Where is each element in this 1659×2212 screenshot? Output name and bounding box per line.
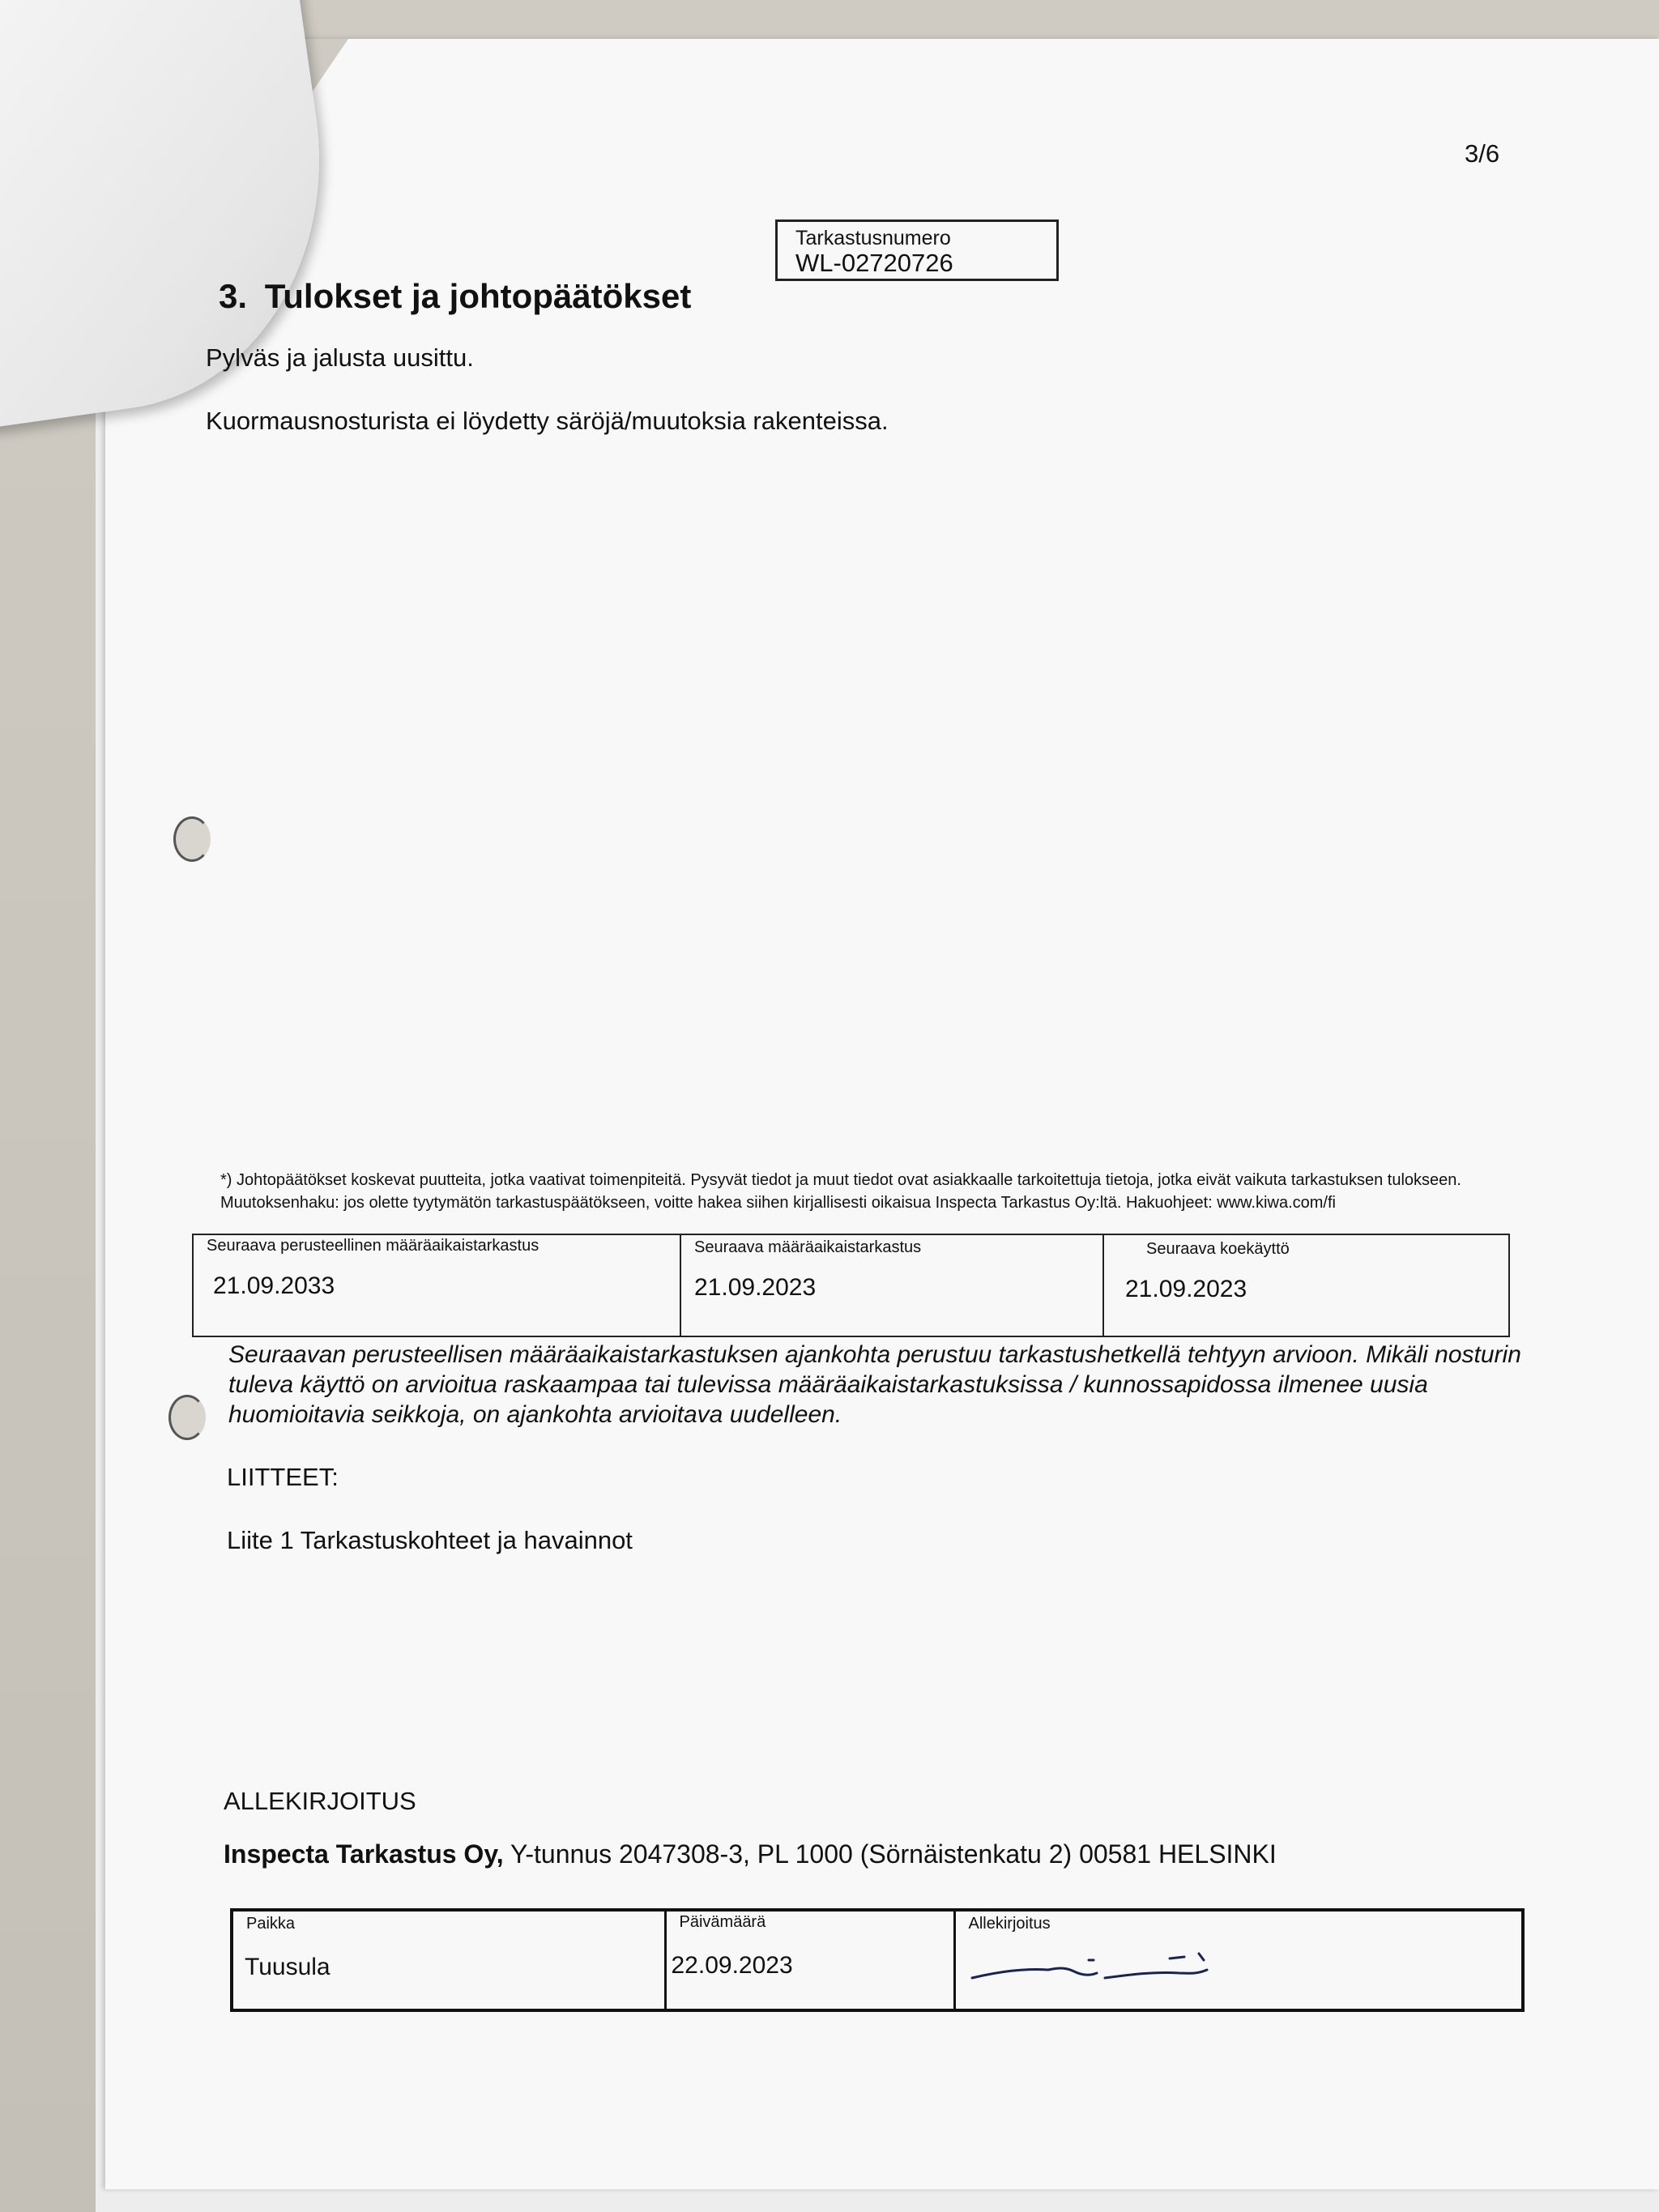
place-cell (232, 1910, 665, 2010)
next-test-run-date: 21.09.2023 (1125, 1276, 1247, 1302)
footnote-line-1: *) Johtopäätökset koskevat puutteita, jotka vaativat toimenpiteitä. Pysyvät tiedot ja muut tiedot ovat asiakkaalle tarkoitettuja tietoja, jotka eivät vaikuta tarkastuksen tulokseen. (220, 1171, 1461, 1189)
next-test-run-cell (1103, 1234, 1509, 1336)
next-thorough-inspection-label: Seuraava perusteellinen määräaikaistarkastus (207, 1237, 539, 1255)
next-test-run-label: Seuraava koekäyttö (1146, 1240, 1290, 1258)
page-number: 3/6 (1465, 139, 1500, 168)
assessment-note-line-1: Seuraavan perusteellisen määräaikaistarkastuksen ajankohta perustuu tarkastushetkellä tehtyyn arvioon. Mikäli nosturin (228, 1341, 1521, 1368)
inspection-number-label: Tarkastusnumero (795, 227, 951, 249)
attachment-item: Liite 1 Tarkastuskohteet ja havainnot (227, 1526, 633, 1554)
date-label: Päivämäärä (679, 1913, 766, 1931)
signature-heading: ALLEKIRJOITUS (224, 1787, 416, 1815)
assessment-note-line-2: tuleva käyttö on arvioitua raskaampaa tai tulevissa määräaikaistarkastuksissa / kunnossapidossa ilmenee uusia (228, 1371, 1428, 1398)
signature-table (230, 1908, 1525, 2012)
handwritten-signature (967, 1936, 1226, 1993)
company-name: Inspecta Tarkastus Oy, (224, 1839, 504, 1869)
next-thorough-inspection-cell (193, 1234, 680, 1336)
section-number: 3. (219, 277, 248, 315)
attachments-heading: LIITTEET: (227, 1463, 339, 1491)
place-value: Tuusula (245, 1954, 331, 1980)
section-title: Tulokset ja johtopäätökset (264, 277, 692, 315)
next-thorough-inspection-date: 21.09.2033 (213, 1272, 335, 1299)
section-heading (219, 277, 691, 316)
next-periodic-inspection-label: Seuraava määräaikaistarkastus (694, 1238, 922, 1256)
result-paragraph-1: Pylväs ja jalusta uusittu. (206, 343, 474, 372)
result-paragraph-2: Kuormausnosturista ei löydetty säröjä/muutoksia rakenteissa. (206, 407, 889, 435)
signature-label: Allekirjoitus (968, 1915, 1051, 1933)
company-line (224, 1839, 1277, 1869)
company-details: Y-tunnus 2047308-3, PL 1000 (Sörnäistenkatu 2) 00581 HELSINKI (503, 1839, 1277, 1869)
inspection-number-value: WL-02720726 (795, 249, 953, 277)
punch-hole-top (173, 816, 211, 862)
assessment-note-line-3: huomioitavia seikkoja, on ajankohta arvioitava uudelleen. (228, 1401, 842, 1428)
punch-hole-bottom (168, 1395, 206, 1440)
signature-cell (954, 1910, 1523, 2010)
footnote-line-2: Muutoksenhaku: jos olette tyytymätön tarkastuspäätökseen, voitte hakea siihen kirjallisesti oikaisua Inspecta Tarkastus Oy:ltä. Hakuohjeet: www.kiwa.com/fi (220, 1194, 1336, 1212)
inspection-number-box (775, 219, 1059, 281)
next-periodic-inspection-date: 21.09.2023 (694, 1274, 817, 1301)
date-cell (665, 1910, 954, 2010)
place-label: Paikka (246, 1915, 296, 1933)
next-periodic-inspection-cell (680, 1234, 1103, 1336)
date-value: 22.09.2023 (671, 1952, 793, 1979)
next-inspections-table (192, 1234, 1510, 1337)
